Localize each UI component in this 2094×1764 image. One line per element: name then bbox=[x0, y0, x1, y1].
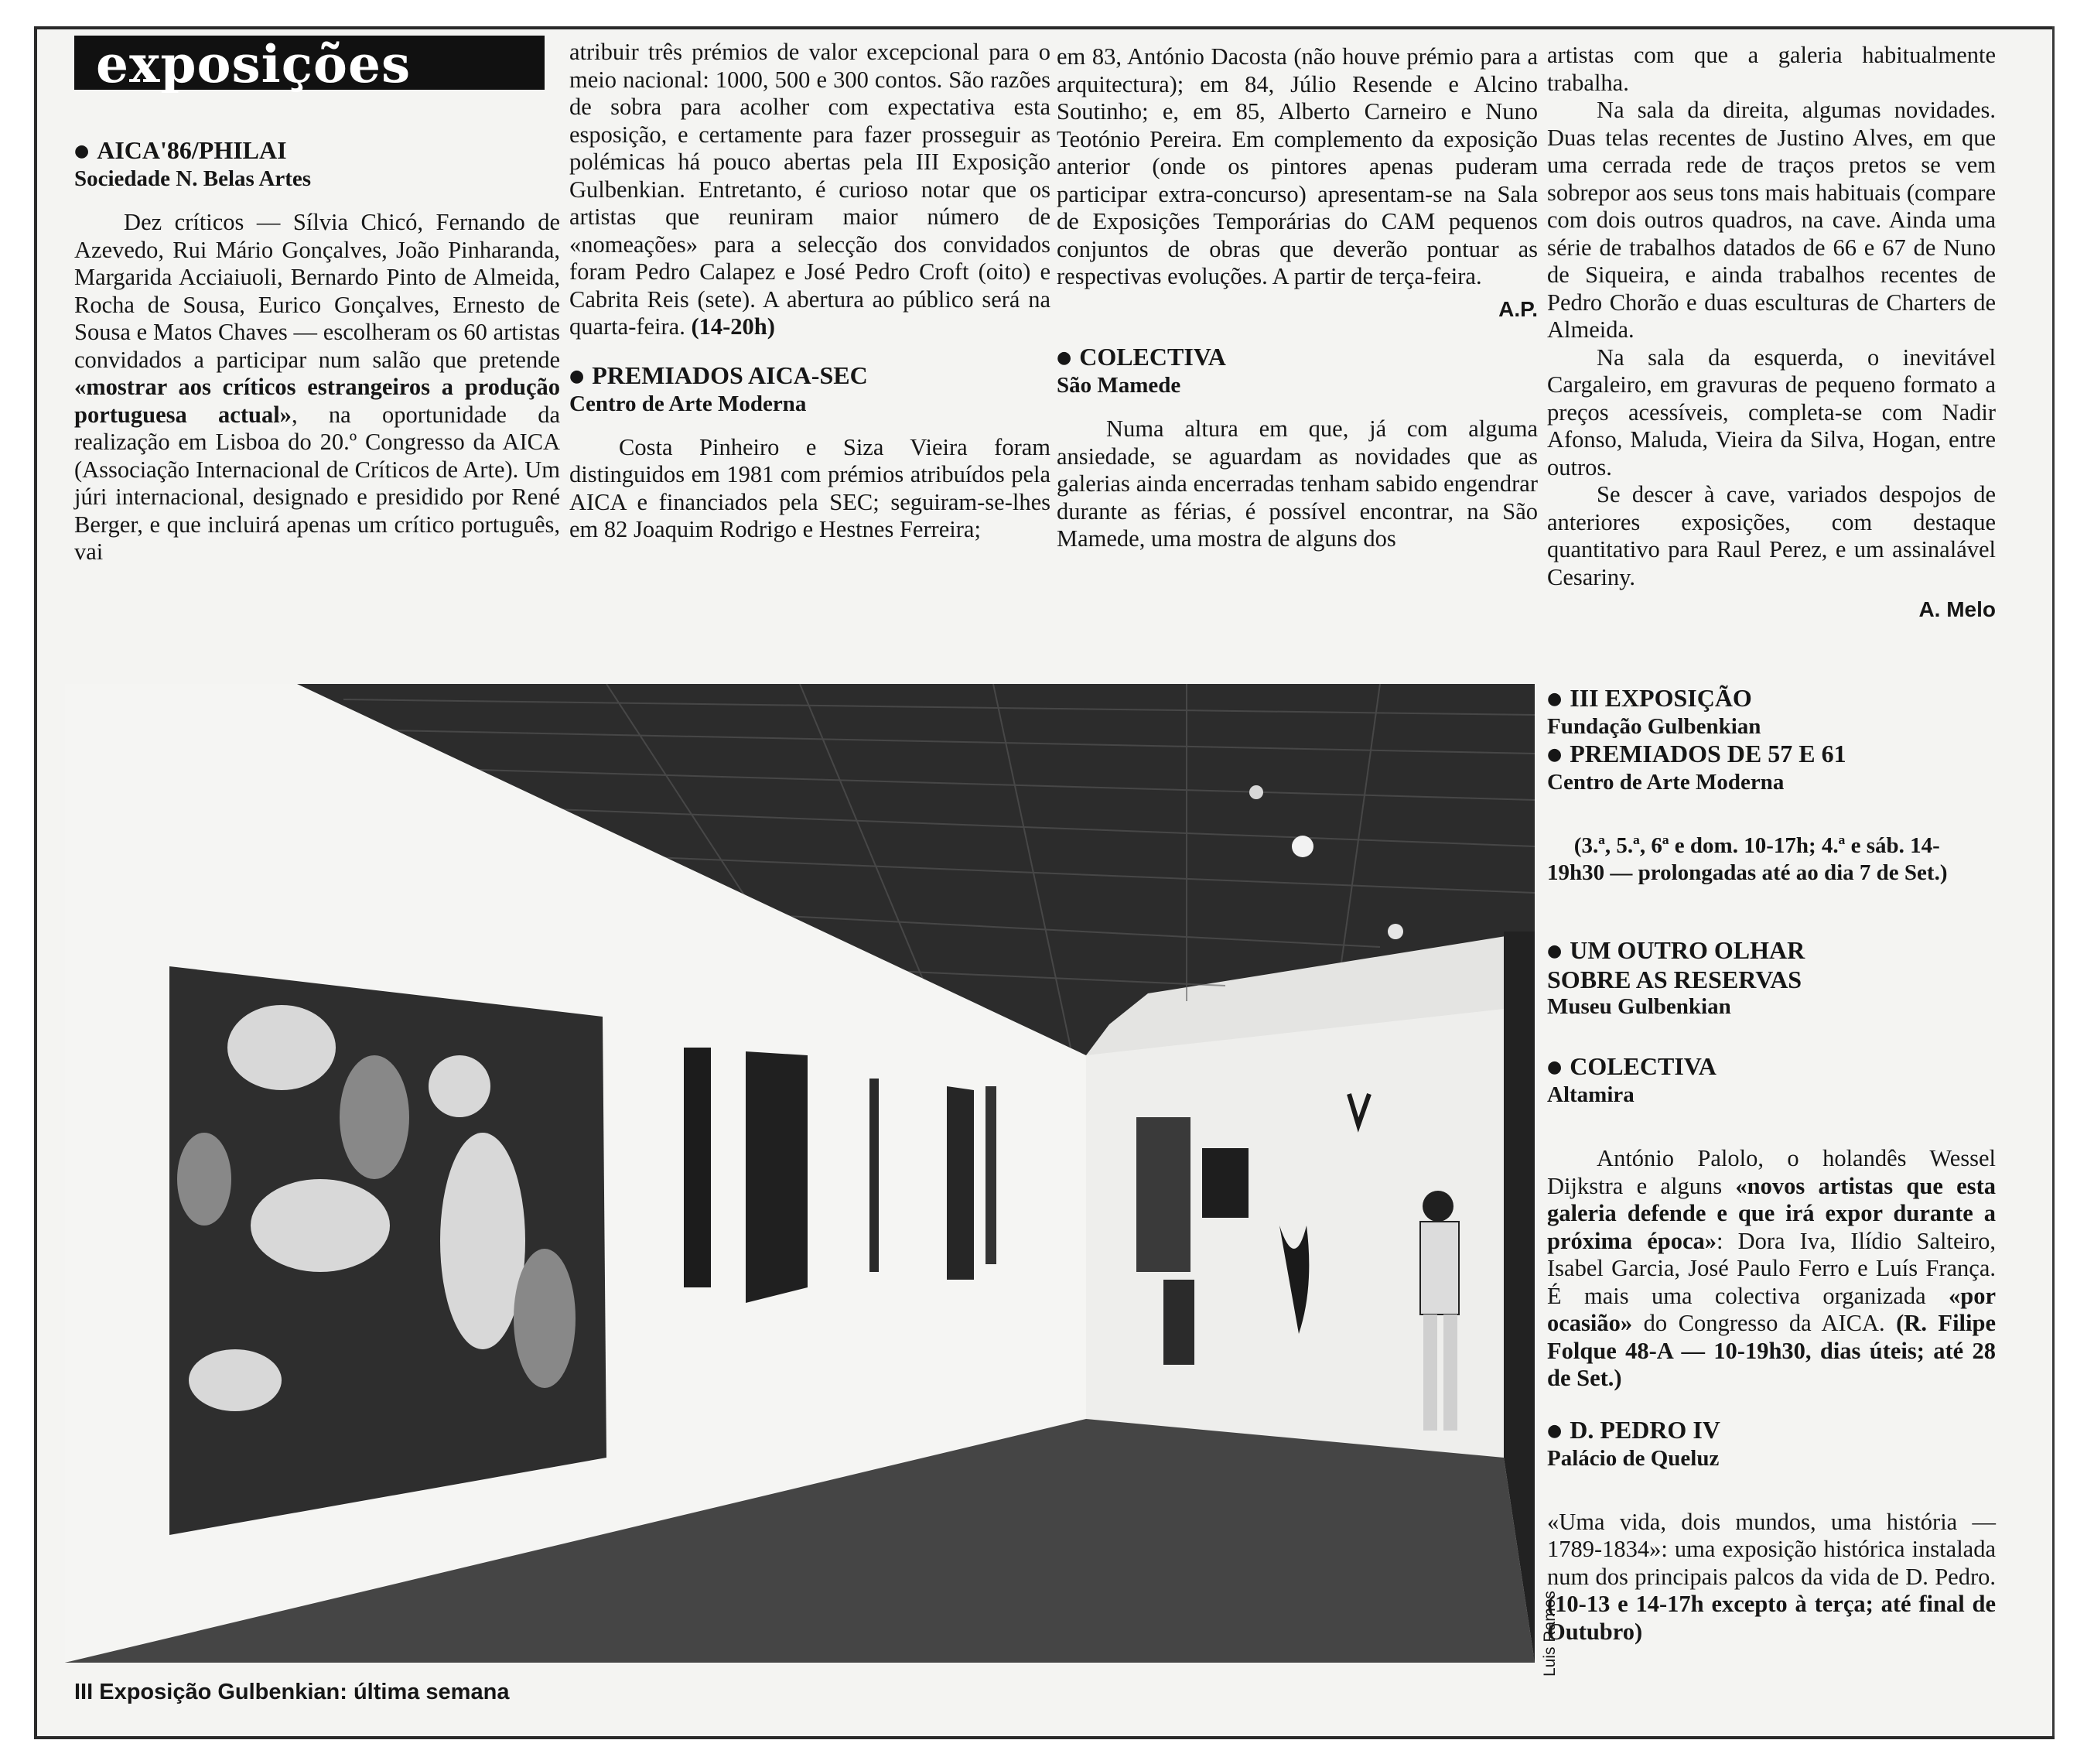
article-aica-continued: atribuir três prémios de valor excepcional para o meio nacional: 1000, 500 e 300 contos. São razões de sobra para acolher com expectativa esta esposição, e certamente para fazer prosseguir as polémicas há pouco abertas pela III Exposição Gulbenkian. Entretanto, é curioso notar que os artistas que reuniram maior número de «nomeações» para a selecção dos convidados foram Pedro Calapez e José Pedro Croft (oito) e Cabrita Reis (sete). A abertura ao público será na quarta-feira. (14-20h) bbox=[569, 39, 1050, 340]
bullet-icon: ● bbox=[1547, 689, 1563, 709]
article-colectiva-text: Numa altura em que, já com alguma ansiedade, se aguardam as novidades que as galerias ainda encerradas tenham sabido engendrar durante as férias, é possível encontrar, na São Mamede, uma mostra de alguns dos bbox=[1057, 415, 1538, 552]
column-1 bbox=[74, 136, 560, 566]
listings-sidebar bbox=[1547, 684, 1996, 1646]
article-right-room: Na sala da direita, algumas novidades. Duas telas recentes de Justino Alves, em que uma cerrada rede de traços pretos se vem sobrepor aos seus tons mais habituais (compare com dois outros quadros, na cave. Ainda uma série de trabalhos datados de 66 e 67 de Nuno de Siqueira, e ainda trabalhos recentes de Pedro Chorão e duas esculturas de Charters de Almeida. bbox=[1547, 97, 1996, 343]
subheading-fundacao: Fundação Gulbenkian bbox=[1547, 714, 1761, 739]
heading-premiados-aica-sec: ● PREMIADOS AICA-SEC bbox=[569, 361, 868, 389]
bullet-icon: ● bbox=[569, 366, 585, 386]
hours-info: (3.ª, 5.ª, 6ª e dom. 10-17h; 4.ª e sáb. 14-19h30 — prolongadas até ao dia 7 de Set.) bbox=[1547, 833, 1948, 885]
article-aica-text: Dez críticos — Sílvia Chicó, Fernando de Azevedo, Rui Mário Gonçalves, João Pinharanda, Margarida Acciaiuoli, Bernardo Pinto de Almeida, Rocha de Sousa, Eurico Gonçalves, Ernesto de Sousa e Matos Chaves — escolheram os 60 artistas convidados a participar num salão que pretende «mostrar aos críticos estrangeiros a produção portuguesa actual», na oportunidade da realização em Lisboa do 20.º Congresso da AICA (Associação Internacional de Críticos de Arte). Um júri internacional, designado e presidido por René Berger, e que incluirá apenas um crítico português, vai bbox=[74, 209, 560, 565]
article-left-room: Na sala da esquerda, o inevitável Cargaleiro, em gravuras de pequeno formato a preços acessíveis, completa-se com Nadir Afonso, Maluda, Vieira da Silva, Hogan, entre outros. bbox=[1547, 344, 1996, 480]
border-left bbox=[34, 26, 37, 1739]
heading-d-pedro: ● D. PEDRO IV bbox=[1547, 1415, 1720, 1444]
heading-reservas: SOBRE AS RESERVAS bbox=[1547, 966, 1802, 993]
signature-a-melo: A. Melo bbox=[1918, 597, 1996, 621]
border-bottom bbox=[34, 1736, 2055, 1739]
bullet-icon: ● bbox=[1547, 1058, 1563, 1077]
heading-colectiva-sao-mamede: ● COLECTIVA bbox=[1057, 343, 1226, 371]
bullet-icon: ● bbox=[74, 142, 90, 161]
newspaper-clipping bbox=[34, 26, 2055, 1739]
subheading-sociedade: Sociedade N. Belas Artes bbox=[74, 166, 312, 191]
subheading-altamira: Altamira bbox=[1547, 1082, 1635, 1107]
border-top bbox=[34, 26, 2055, 29]
article-premiados-text: Costa Pinheiro e Siza Vieira foram distinguidos em 1981 com prémios atribuídos pela AICA e financiados pela SEC; seguiram-se-lhes em 82 Joaquim Rodrigo e Hestnes Ferreira; bbox=[569, 433, 1050, 542]
column-3 bbox=[1057, 43, 1538, 553]
bullet-icon: ● bbox=[1547, 745, 1563, 764]
bullet-icon: ● bbox=[1547, 942, 1563, 961]
article-altamira-text: António Palolo, o holandês Wessel Dijkstra e alguns «novos artistas que esta galeria defende e que irá expor durante a próxima época»: Dora Iva, Ilídio Salteiro, Isabel Garcia, José Paulo Ferro e Luís França. É mais uma colectiva organizada «por ocasião» do Congresso da AICA. (R. Filipe Folque 48-A — 10-19h30, dias úteis; até 28 de Set.) bbox=[1547, 1145, 1996, 1391]
heading-iii-exposicao: ● III EXPOSIÇÃO bbox=[1547, 684, 1752, 712]
article-colectiva-continued: artistas com que a galeria habitualmente trabalha. bbox=[1547, 42, 1996, 96]
article-d-pedro-text: «Uma vida, dois mundos, uma história — 1789-1834»: uma exposição histórica instalada num dos principais palcos da vida de D. Pedro. (10-13 e 14-17h excepto à terça; até final de Outubro) bbox=[1547, 1508, 1996, 1645]
photo-caption: III Exposição Gulbenkian: última semana bbox=[74, 1680, 510, 1704]
article-basement: Se descer à cave, variados despojos de anteriores exposições, com destaque quantitativo para Raul Perez, e um assinalável Cesariny. bbox=[1547, 481, 1996, 590]
bullet-icon: ● bbox=[1057, 348, 1072, 368]
column-4 bbox=[1547, 42, 1996, 624]
column-2 bbox=[569, 39, 1050, 544]
subheading-cam-2: Centro de Arte Moderna bbox=[1547, 770, 1785, 795]
heading-colectiva-altamira: ● COLECTIVA bbox=[1547, 1052, 1717, 1080]
heading-outro-olhar: ● UM OUTRO OLHAR bbox=[1547, 936, 1805, 964]
gallery-photograph bbox=[65, 684, 1535, 1663]
signature-ap: A.P. bbox=[1498, 296, 1538, 321]
article-premiados-continued: em 83, António Dacosta (não houve prémio para a arquitectura); em 84, Júlio Resende e Alcino Soutinho; e, em 85, Alberto Carneiro e Nuno Teotónio Pereira. Em complemento da exposição anterior (onde os pintores apenas puderam participar extra-concurso) apresentam-se na Sala de Exposições Temporárias do CAM pequenos conjuntos de obras que deverão pontuar as respectivas evoluções. A partir de terça-feira. bbox=[1057, 43, 1538, 289]
subheading-museu: Museu Gulbenkian bbox=[1547, 994, 1731, 1019]
photo-credit: Luis Ramos bbox=[1541, 1591, 1559, 1677]
subheading-sao-mamede: São Mamede bbox=[1057, 373, 1181, 398]
heading-aica: ● AICA'86/PHILAI bbox=[74, 136, 287, 164]
border-right bbox=[2052, 26, 2055, 1739]
masthead bbox=[74, 34, 545, 94]
subheading-cam: Centro de Arte Moderna bbox=[569, 391, 807, 416]
subheading-queluz: Palácio de Queluz bbox=[1547, 1445, 1720, 1471]
masthead-title: exposições bbox=[96, 34, 412, 94]
heading-premiados-57-61: ● PREMIADOS DE 57 E 61 bbox=[1547, 740, 1846, 767]
bullet-icon: ● bbox=[1547, 1420, 1563, 1441]
